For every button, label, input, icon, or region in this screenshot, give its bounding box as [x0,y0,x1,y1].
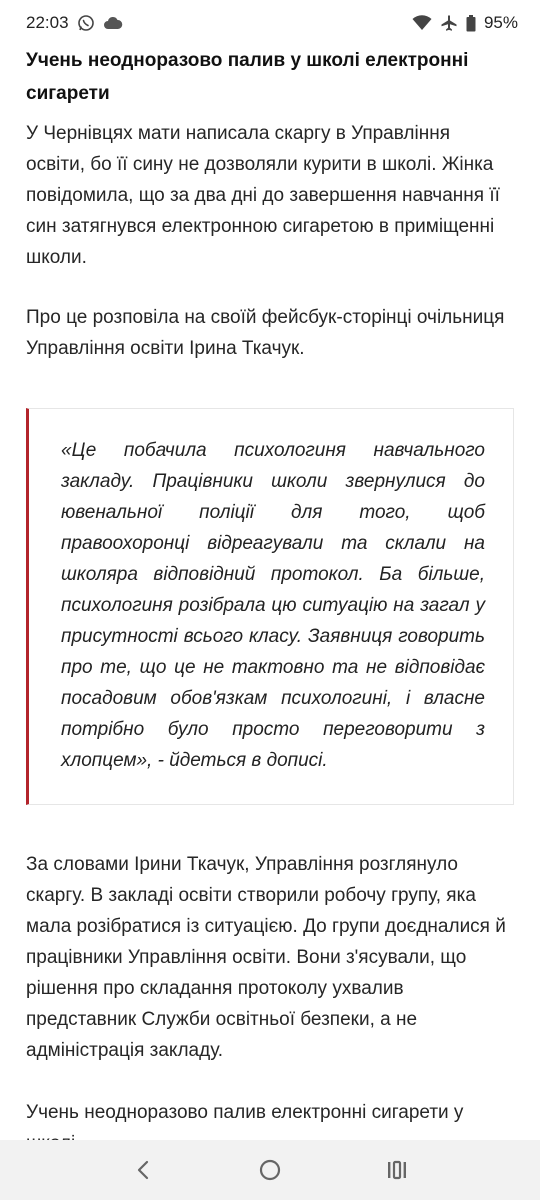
status-right [412,13,518,33]
battery-level: 95% [483,13,518,32]
article-paragraph-2: Про це розповіла на своїй фейсбук-сторінці очільниця Управління освіти Ірина Ткачук. [26,307,505,359]
cloud-icon [103,16,123,30]
recents-icon[interactable] [373,1146,421,1194]
article-paragraph-1: У Чернівцях мати написала скаргу в Управління освіти, бо її сину не дозволяли курити в школі. Жінка повідомила, що за два дні до завершення навчання її син затягнувся електронною сигаретою в приміщенні школи. [26,123,500,268]
article-subheading: Учень неодноразово палив у школі електронні сигарети [26,50,469,104]
quote-text: «Це побачила психологиня навчального закладу. Працівники школи звернулися до ювенальної поліції для того, щоб правоохоронці відреагували та склали на школяра відповідний протокол. Ба більше, психологиня розібрала цю ситуацію на загал у присутності всього класу. Заявниця говорить про те, що це не тактовно та не відповідає посадовим обов'язкам психологині, і власне потрібно було просто переговорити з хлопцем», - йдеться в дописі. [61,440,485,771]
article [26,44,514,1159]
back-icon[interactable] [119,1146,167,1194]
airplane-icon [440,14,458,32]
article-paragraph-3: За словами Ірини Ткачук, Управління розглянуло скаргу. В закладі освіти створили робочу групу, яка мала розібратися із ситуацією. До групи доєдналися й працівники Управління освіти. Вони з'ясували, що рішення про складання протоколу ухвалив представник Служби освітньої безпеки, а не адміністрація закладу. [26,854,506,1061]
status-time: 22:03 [26,13,69,32]
article-paragraph-4: Учень неодноразово палив електронні сигарети у [26,1102,464,1123]
whatsapp-icon [77,14,95,32]
wifi-icon [412,15,432,31]
status-left [26,13,123,33]
navigation-bar [0,1140,540,1200]
home-icon[interactable] [246,1146,294,1194]
status-bar [0,0,540,46]
battery-icon [466,15,476,32]
blockquote [26,408,514,805]
